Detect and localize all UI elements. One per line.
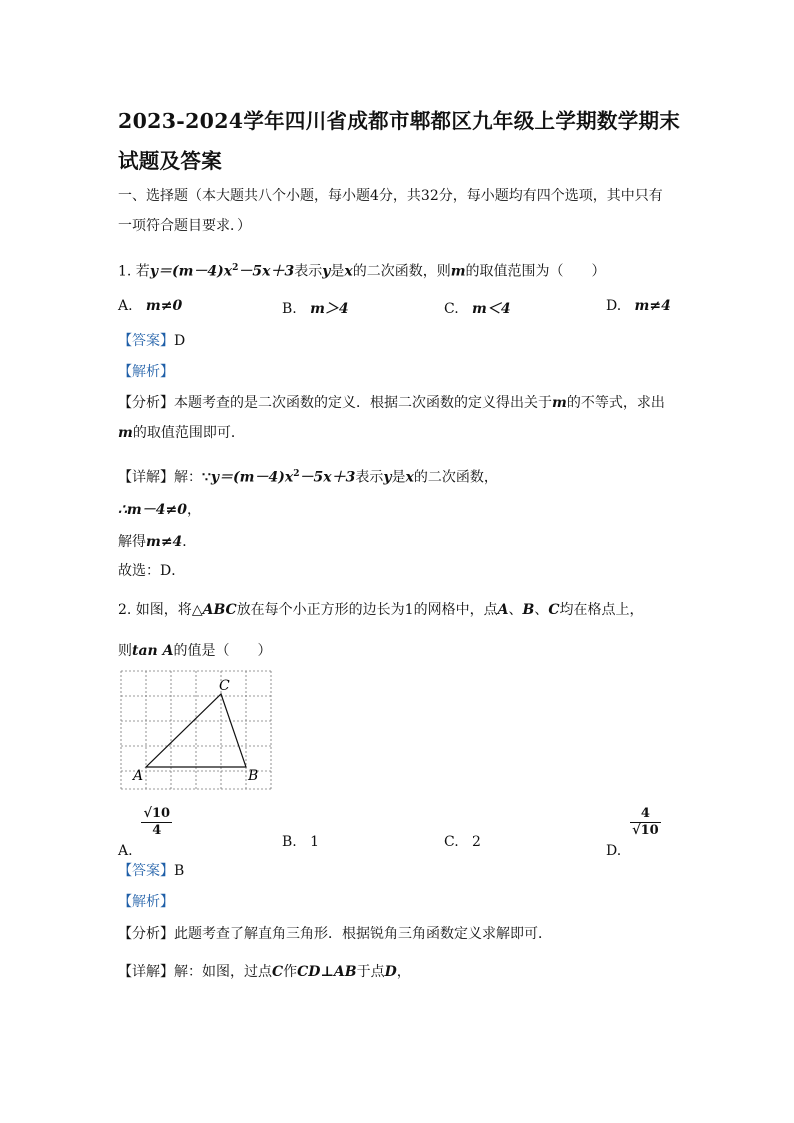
q1-exponent: 2 [232,263,239,273]
detail-function-tail: －5x＋3 [299,469,356,486]
cd-perp-ab: CD⊥AB [297,964,357,980]
q1-stem [118,258,606,282]
q2-option-a [118,806,172,859]
q1-option-d [606,298,671,314]
q2-point-c: C [548,602,560,618]
q1-step-3 [118,532,196,552]
detail-text: 解：如图，过点 [174,964,272,980]
q2-tan-a: tan A [132,643,174,659]
answer-value: B [174,863,185,879]
var-y: y [383,469,392,486]
q1-step-2 [118,500,201,520]
var-x: x [405,469,414,486]
option-value: 2 [472,834,481,850]
detail-text: 的二次函数， [413,469,498,486]
fenxi-tag: 【分析】 [118,395,174,411]
analysis-tag: 【解析】 [118,364,174,380]
q2-option-c [444,834,481,850]
var-m: m [552,395,567,411]
q2-sep: 、 [508,602,523,618]
step-expression: ∴m－4≠0 [118,502,187,518]
option-label: A. [118,298,133,314]
option-label: B. [282,834,297,850]
label-c: C [219,678,230,694]
page-title: 2023-2024学年四川省成都市郫都区九年级上学期数学期末试题及答案 [118,109,681,173]
detail-text: 表示 [355,469,384,486]
q1-option-a [118,298,182,314]
q1-var-m: m [450,263,466,280]
q2-text: 放在每个小正方形的边长为1的网格中，点 [236,602,498,618]
detail-text: 于点 [356,964,385,980]
option-value: m＜4 [472,301,511,317]
q2-point-a: A [497,602,509,618]
q1-text: 是 [330,263,345,280]
option-fraction [141,806,172,839]
detail-text: ， [396,964,411,980]
q1-fenxi-line-1 [118,393,665,413]
q1-function-tail: －5x＋3 [238,263,295,280]
option-value: m≠4 [634,298,671,314]
option-fraction [630,806,661,839]
option-label: C. [444,834,459,850]
q2-text: 2. 如图，将 [118,602,192,618]
analysis-tag: 【解析】 [118,894,174,910]
q1-detail-line [118,464,498,488]
fraction-denominator: 4 [141,822,172,839]
q2-answer [118,861,184,881]
detail-text: 是 [391,469,406,486]
detail-text: 解： [174,469,202,486]
point-d: D [384,964,397,980]
option-value: m＞4 [310,301,349,317]
q1-answer [118,331,185,351]
fenxi-tag: 【分析】 [118,926,174,942]
detail-tag: 【详解】 [118,964,174,980]
detail-function: y＝(m－4)x [210,469,294,486]
step-punct: ． [182,534,197,550]
option-label: C. [444,301,459,317]
q1-option-c [444,298,511,318]
point-c: C [272,964,284,980]
answer-tag: 【答案】 [118,333,174,349]
answer-tag: 【答案】 [118,863,174,879]
label-a: A [133,768,144,784]
q2-text: 则 [118,643,132,659]
q2-stem-line-1 [118,600,643,620]
fenxi-text: 本题考查的是二次函数的定义．根据二次函数的定义得出关于 [174,395,552,411]
q2-stem-line-2 [118,641,271,661]
fenxi-text: 此题考查了解直角三角形．根据锐角三角函数定义求解即可． [174,926,552,942]
option-value: 1 [310,834,320,850]
var-m: m [118,425,133,441]
q1-number: 1. 若 [118,263,150,280]
q1-text: 的取值范围为（ ） [465,263,606,280]
q2-point-b: B [522,602,535,618]
q1-option-b [282,298,349,318]
fenxi-text: 的不等式，求出 [566,395,665,411]
q2-text: 均在格点上， [559,602,644,618]
q2-fenxi [118,924,552,944]
q1-var-y: y [322,263,331,280]
detail-text: 作 [283,964,298,980]
q2-text: 的值是（ ） [173,643,272,659]
label-b: B [248,768,259,784]
fenxi-text: 的取值范围即可． [132,425,245,441]
q1-analysis-heading [118,362,174,382]
q2-option-d [606,806,661,859]
fraction-numerator: 4 [640,806,650,821]
q1-var-x: x [344,263,353,280]
option-label: A. [118,842,133,859]
option-value: m≠0 [145,298,183,314]
q2-option-b [282,834,319,850]
because-symbol: ∵ [202,469,211,486]
fraction-numerator: √10 [143,806,171,821]
section-instructions-line-2: 一项符合题目要求．） [118,218,251,234]
q1-text: 表示 [294,263,323,280]
option-label: B. [282,301,297,317]
detail-tag: 【详解】 [118,469,174,486]
q1-function: y＝(m－4)x [149,263,233,280]
option-label: D. [606,298,622,314]
q1-text: 的二次函数，则 [352,263,451,280]
q2-analysis-heading [118,892,174,912]
q1-fenxi-line-2 [118,423,245,443]
q2-sep: 、 [534,602,549,618]
fraction-denominator: √10 [632,823,659,838]
q1-choice: 故选：D． [118,563,186,579]
step-punct: ， [186,502,201,518]
section-instructions-line-1: 一、选择题（本大题共八个小题，每小题4分，共32分，每小题均有四个选项，其中只有 [118,188,663,204]
detail-exponent: 2 [293,469,300,479]
step-expression: m≠4 [146,534,183,550]
q2-grid-figure [120,670,276,794]
step-text: 解得 [118,534,146,550]
answer-value: D [174,333,186,349]
option-label: D. [606,842,622,859]
q2-detail [118,962,411,982]
q2-triangle: △ABC [191,602,237,618]
